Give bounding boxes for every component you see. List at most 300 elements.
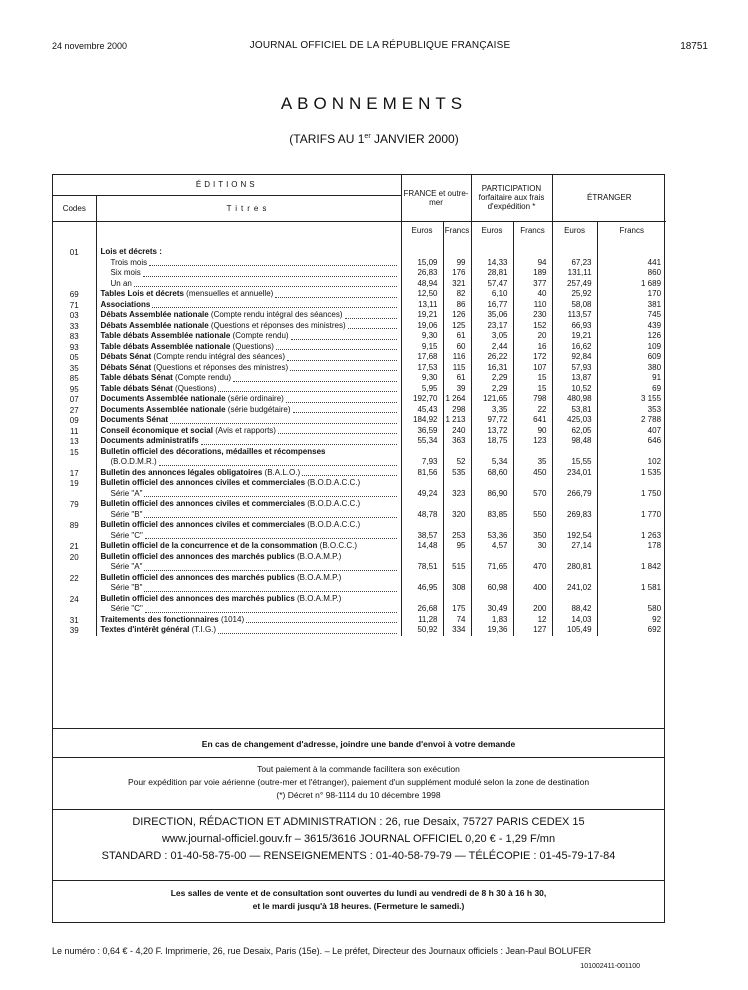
edition-title [96, 541, 401, 552]
participation-francs [513, 426, 552, 437]
etranger-francs [597, 541, 666, 552]
price-value: 121,65 [483, 394, 508, 403]
edition-title [96, 436, 401, 447]
france-francs [443, 310, 471, 321]
payment-note: Tout paiement à la commande facilitera son exécution [257, 764, 460, 774]
direction-phones: STANDARD : 01-40-58-75-00 — RENSEIGNEMENTS : 01-40-58-79-79 — TÉLÉCOPIE : 01-45-79-17-84 [101, 850, 616, 862]
france-francs [443, 468, 471, 479]
france-euros [401, 415, 443, 426]
title-text: (B.O.A.M.P.) [294, 551, 342, 561]
etranger-francs [597, 310, 666, 321]
participation-francs [513, 394, 552, 405]
participation-euros [471, 552, 513, 573]
price-value: 52 [456, 457, 466, 466]
price-value: 1 535 [641, 467, 662, 477]
france-francs [443, 573, 471, 594]
participation-euros [471, 415, 513, 426]
price-value: 57,93 [571, 362, 592, 372]
participation-francs [513, 352, 552, 363]
table-row [53, 426, 666, 437]
etranger-francs [597, 405, 666, 416]
title-bold-text: Table débats Assemblée nationale [100, 341, 231, 351]
price-value: 88,42 [571, 604, 592, 613]
participation-euros [471, 384, 513, 395]
etranger-euros [552, 468, 597, 479]
francs-header: Francs [513, 221, 552, 239]
price-value: 90 [537, 425, 547, 435]
price-value: 15,09 [417, 257, 438, 267]
price-value: 308 [452, 583, 466, 592]
price-value: 91 [652, 373, 662, 382]
table-row [53, 615, 666, 626]
price-value: 298 [452, 404, 466, 414]
price-value: 280,81 [567, 562, 592, 571]
etranger-francs [597, 415, 666, 426]
etranger-francs [597, 552, 666, 573]
participation-francs [513, 373, 552, 384]
france-euros [401, 363, 443, 374]
price-value: 15,55 [571, 457, 592, 466]
title-text: (Questions et réponses des ministres) [151, 362, 289, 372]
price-value [598, 552, 662, 563]
title-text: Un an [110, 278, 132, 288]
footer-code: 101002411-001100 [580, 963, 640, 970]
price-value: 6,10 [491, 289, 508, 298]
price-value: 131,11 [567, 268, 592, 277]
price-value: 609 [647, 352, 662, 361]
etranger-francs [597, 331, 666, 342]
title-text: (B.O.D.A.C.C.) [305, 520, 361, 529]
edition-code: 20 [69, 552, 79, 562]
france-header [401, 175, 471, 221]
participation-euros [471, 352, 513, 363]
table-row [53, 520, 666, 541]
title-bold-text: Tables Lois et décrets [100, 289, 184, 298]
opening-hours [53, 887, 664, 913]
price-value: 25,92 [571, 289, 592, 298]
page-number: 18751 [680, 41, 708, 52]
title-text: (B.O.D.M.R.) [110, 457, 157, 466]
title-bold-text: Bulletin officiel des annonces des marchés publics [100, 551, 295, 561]
edition-code: 13 [69, 437, 79, 446]
edition-title [96, 615, 401, 626]
payment-notes [53, 763, 664, 802]
edition-code: 11 [70, 426, 79, 436]
price-value: 40 [537, 289, 547, 298]
etranger-euros [552, 447, 597, 468]
title-text: (Compte rendu intégral des séances) [151, 352, 286, 361]
participation-francs [513, 321, 552, 332]
title-text: Six mois [110, 268, 141, 277]
participation-francs [513, 247, 552, 289]
table-row [53, 405, 666, 416]
table-row [53, 541, 666, 552]
price-value: 4,57 [491, 541, 508, 550]
title-text: (B.O.A.M.P.) [294, 572, 342, 582]
price-value: 2,44 [491, 341, 508, 351]
page-title: ABONNEMENTS [280, 94, 468, 113]
edition-title [96, 426, 401, 437]
etranger-francs [597, 447, 666, 468]
price-value [553, 552, 592, 563]
price-value: 240 [452, 425, 466, 435]
france-euros [401, 405, 443, 416]
france-francs [443, 436, 471, 447]
title-bold-text: Bulletin officiel des annonces civiles et commerciales [100, 499, 306, 508]
edition-title [96, 363, 401, 374]
price-value: 115 [452, 362, 466, 372]
edition-code: 07 [69, 395, 79, 404]
participation-francs [513, 447, 552, 468]
price-value: 17,53 [417, 362, 438, 372]
france-francs [443, 520, 471, 541]
price-value: 109 [647, 341, 662, 351]
participation-euros [471, 321, 513, 332]
header-date: 24 novembre 2000 [52, 41, 128, 51]
price-value: 1 689 [641, 278, 662, 288]
edition-title [96, 321, 401, 332]
price-value: 9,30 [421, 331, 438, 340]
edition-title [96, 520, 401, 541]
participation-francs [513, 499, 552, 520]
france-francs [443, 384, 471, 395]
france-francs [443, 247, 471, 289]
title-bold-text: Bulletin officiel des annonces civiles et commerciales [100, 478, 306, 487]
price-value: 381 [647, 299, 662, 309]
edition-title [96, 468, 401, 479]
france-header-text: FRANCE et outre-mer [403, 188, 469, 207]
price-value: 36,59 [417, 425, 438, 435]
price-value: 745 [647, 310, 662, 319]
participation-euros [471, 541, 513, 552]
price-value: 7,93 [421, 457, 438, 466]
price-value [553, 594, 592, 605]
participation-euros [471, 573, 513, 594]
edition-code: 79 [69, 500, 79, 509]
price-value: 11,28 [418, 614, 438, 624]
price-value: 126 [452, 310, 466, 319]
etranger-euros [552, 300, 597, 311]
table-row [53, 594, 666, 615]
france-euros [401, 384, 443, 395]
price-value: 92 [652, 614, 662, 624]
title-text: (Questions et réponses des ministres) [208, 320, 346, 330]
etranger-francs [597, 625, 666, 636]
title-text: (B.O.A.M.P.) [294, 593, 342, 603]
price-value: 1 770 [641, 509, 662, 519]
title-bold-text: Débats Sénat [100, 352, 152, 361]
subtitle-sup: er [364, 133, 371, 140]
participation-euros [471, 615, 513, 626]
price-value: 48,94 [417, 278, 438, 288]
hours-line-2: et le mardi jusqu'à 18 heures. (Fermeture le samedi.) [252, 901, 465, 911]
price-value: 425,03 [567, 415, 592, 424]
edition-code: 09 [69, 416, 79, 425]
etranger-euros [552, 415, 597, 426]
price-value: 646 [647, 436, 662, 445]
price-value: 94 [537, 257, 547, 267]
address-change-note: En cas de changement d'adresse, joindre une bande d'envoi à votre demande [53, 728, 664, 758]
participation-euros [471, 478, 513, 499]
france-francs [443, 447, 471, 468]
price-value [553, 520, 592, 531]
participation-header-text: PARTICIPATION forfaitaire aux frais d'expédition * [478, 184, 545, 212]
title-bold-text: Bulletin officiel des annonces des marchés publics [100, 593, 295, 603]
price-value [402, 478, 438, 489]
participation-euros [471, 625, 513, 636]
france-euros [401, 289, 443, 300]
edition-code: 05 [69, 353, 79, 362]
title-text: Série "B" [110, 509, 143, 519]
table-row [53, 394, 666, 405]
participation-francs [513, 289, 552, 300]
etranger-euros [552, 394, 597, 405]
france-francs [443, 300, 471, 311]
etranger-euros [552, 426, 597, 437]
price-value: 1,83 [491, 614, 508, 624]
etranger-francs [597, 394, 666, 405]
table-row [53, 352, 666, 363]
price-value: 1 750 [641, 488, 662, 498]
price-value: 860 [647, 268, 662, 277]
price-value [514, 520, 547, 531]
participation-euros [471, 300, 513, 311]
etranger-francs [597, 247, 666, 289]
france-euros [401, 468, 443, 479]
etranger-francs [597, 594, 666, 615]
price-value [514, 478, 547, 489]
title-bold-text: Débats Assemblée nationale [100, 310, 209, 319]
price-value: 5,34 [491, 457, 508, 466]
france-francs [443, 405, 471, 416]
table-row [53, 436, 666, 447]
price-value: 62,05 [571, 425, 592, 435]
edition-code: 27 [69, 405, 79, 415]
price-value: 116 [452, 352, 466, 361]
price-value: 16,77 [487, 299, 508, 309]
title-bold-text: Bulletin officiel de la concurrence et de la consommation [100, 541, 318, 550]
etranger-euros [552, 373, 597, 384]
etranger-francs [597, 573, 666, 594]
table-row [53, 384, 666, 395]
price-value: 230 [533, 310, 547, 319]
price-value: 320 [452, 509, 466, 519]
table-row [53, 321, 666, 332]
price-value: 60 [456, 341, 466, 351]
price-value: 550 [533, 509, 547, 519]
price-value: 71,65 [487, 562, 508, 571]
etranger-francs [597, 436, 666, 447]
participation-euros [471, 331, 513, 342]
participation-francs [513, 541, 552, 552]
francs-header: Francs [443, 221, 471, 239]
title-text: (Avis et rapports) [212, 425, 276, 435]
etranger-euros [552, 573, 597, 594]
journal-title: JOURNAL OFFICIEL DE LA RÉPUBLIQUE FRANÇAISE [249, 40, 511, 51]
price-value: 48,78 [417, 509, 438, 519]
france-euros [401, 594, 443, 615]
edition-title [96, 289, 401, 300]
price-value [472, 573, 508, 584]
direction-web: www.journal-officiel.gouv.fr – 3615/3616 JOURNAL OFFICIEL 0,20 € - 1,29 F/mn [161, 833, 556, 845]
price-value: 14,03 [571, 614, 592, 624]
france-euros [401, 541, 443, 552]
etranger-francs [597, 499, 666, 520]
price-value: 3,05 [491, 331, 508, 340]
price-value: 407 [647, 425, 662, 435]
participation-euros [471, 405, 513, 416]
etranger-francs [597, 321, 666, 332]
participation-euros [471, 436, 513, 447]
price-value: 170 [647, 289, 662, 298]
table-row [53, 331, 666, 342]
participation-euros [471, 394, 513, 405]
title-text: Série "A" [110, 562, 143, 571]
price-value [514, 594, 547, 605]
price-value [402, 594, 438, 605]
participation-euros [471, 363, 513, 374]
title-bold-text: Documents Assemblée nationale [100, 394, 226, 403]
price-value [598, 478, 662, 489]
edition-code: 35 [69, 363, 79, 373]
price-value: 58,08 [571, 299, 592, 309]
price-value: 28,81 [487, 268, 508, 277]
price-value: 363 [452, 436, 466, 445]
title-text: (B.O.D.A.C.C.) [305, 499, 361, 508]
price-value [444, 573, 466, 584]
title-bold-text: Bulletin officiel des annonces civiles et commerciales [100, 520, 306, 529]
title-text: Trois mois [110, 257, 148, 267]
price-value [472, 447, 508, 458]
table-row [53, 310, 666, 321]
etranger-euros [552, 289, 597, 300]
france-euros [401, 342, 443, 353]
price-value: 192,70 [413, 394, 438, 403]
price-value: 13,72 [487, 425, 508, 435]
table-row [53, 289, 666, 300]
price-value [472, 594, 508, 605]
france-francs [443, 331, 471, 342]
price-value: 50,92 [417, 625, 438, 634]
price-value: 57,47 [487, 278, 508, 288]
participation-francs [513, 415, 552, 426]
price-value: 86,90 [487, 488, 508, 498]
price-value: 107 [533, 362, 547, 372]
france-francs [443, 552, 471, 573]
price-value: 35 [537, 457, 547, 466]
footer-text: Le numéro : 0,64 € - 4,20 F. Imprimerie, 26, rue Desaix, Paris (15e). – Le préfet, Directeur des Journaux officiels : Jean-Paul BOLUFER [52, 946, 592, 956]
price-value: 234,01 [567, 467, 592, 477]
price-value: 60,98 [487, 583, 508, 592]
france-euros [401, 394, 443, 405]
etranger-euros [552, 405, 597, 416]
edition-code: 19 [69, 479, 79, 488]
price-value: 69 [652, 383, 662, 393]
price-value: 102 [647, 457, 662, 466]
price-value [598, 520, 662, 531]
france-euros [401, 520, 443, 541]
france-francs [443, 415, 471, 426]
etranger-euros [552, 478, 597, 499]
price-value: 798 [533, 394, 547, 403]
price-value: 200 [533, 604, 547, 613]
price-value: 67,23 [571, 257, 592, 267]
price-value: 19,21 [571, 331, 592, 340]
edition-code: 15 [69, 447, 79, 457]
edition-code: 01 [69, 248, 79, 257]
price-value: 692 [647, 625, 662, 634]
price-value: 269,83 [567, 509, 592, 519]
table-row [53, 478, 666, 499]
title-bold-text: Documents Sénat [100, 415, 169, 424]
etranger-euros [552, 520, 597, 541]
subtitle-text-end: JANVIER 2000) [370, 132, 459, 146]
title-bold-text: Débats Assemblée nationale [100, 320, 209, 330]
price-value [472, 478, 508, 489]
etranger-francs [597, 289, 666, 300]
price-value: 1 213 [445, 415, 466, 424]
etranger-euros [552, 352, 597, 363]
title-bold-text: Table débats Assemblée nationale [100, 331, 231, 340]
euros-header: Euros [552, 221, 597, 239]
price-value: 353 [647, 404, 662, 414]
etranger-euros [552, 436, 597, 447]
price-value: 16,62 [571, 341, 592, 351]
participation-francs [513, 310, 552, 321]
price-value: 253 [452, 530, 466, 540]
price-value: 12 [537, 614, 547, 624]
participation-francs [513, 520, 552, 541]
price-value: 86 [456, 299, 466, 309]
francs-header: Francs [597, 221, 666, 239]
price-value: 580 [647, 604, 662, 613]
table-row [53, 552, 666, 573]
france-euros [401, 615, 443, 626]
price-value [514, 573, 547, 584]
title-text: (série budgétaire) [225, 404, 291, 414]
participation-euros [471, 342, 513, 353]
france-euros [401, 310, 443, 321]
price-value: 83,85 [487, 509, 508, 519]
price-value: 2,29 [491, 383, 508, 393]
price-value [444, 447, 466, 458]
price-value [472, 499, 508, 510]
etranger-euros [552, 384, 597, 395]
table-row [53, 363, 666, 374]
table-row [53, 373, 666, 384]
participation-francs [513, 436, 552, 447]
title-bold-text: Table débats Sénat [100, 373, 173, 382]
france-francs [443, 352, 471, 363]
price-value: 26,22 [487, 352, 508, 361]
price-value: 20 [537, 331, 547, 340]
etranger-francs [597, 426, 666, 437]
price-value: 18,75 [487, 436, 508, 445]
edition-title [96, 499, 401, 520]
title-bold-text: Textes d'intérêt général [100, 625, 190, 634]
price-value [598, 499, 662, 510]
france-euros [401, 625, 443, 636]
price-value [514, 247, 547, 258]
price-value: 12,50 [417, 289, 438, 298]
participation-euros [471, 499, 513, 520]
price-value [598, 447, 662, 458]
price-value: 450 [533, 467, 547, 477]
titres-header: Titres [96, 195, 401, 221]
etranger-euros [552, 499, 597, 520]
etranger-francs [597, 373, 666, 384]
edition-code: 69 [69, 290, 79, 299]
